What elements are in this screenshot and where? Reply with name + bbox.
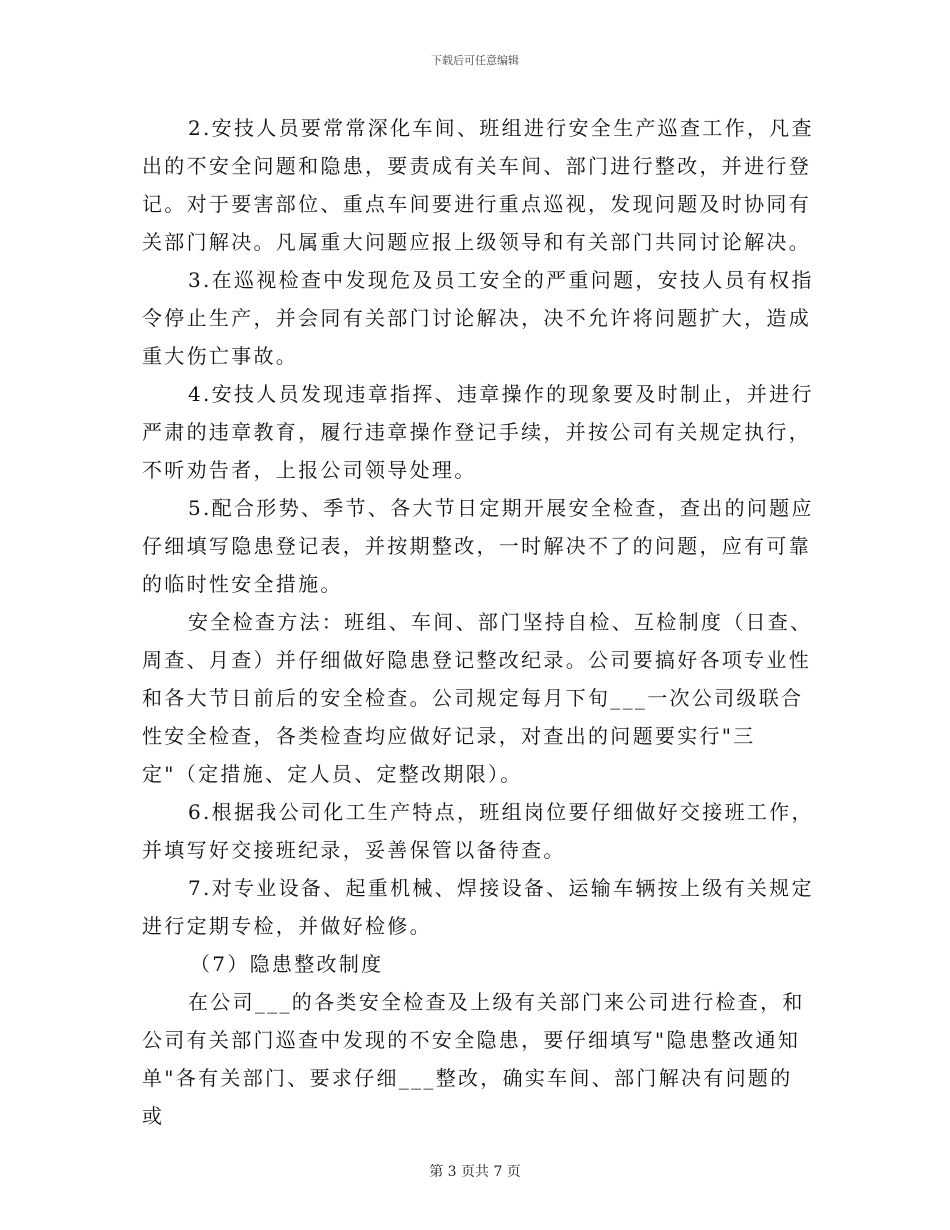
- paragraph-hazard-rectification: 在公司___的各类安全检查及上级有关部门来公司进行检查，和公司有关部门巡查中发现的不安全隐患，要仔细填写"隐患整改通知单"各有关部门、要求仔细___整改，确实车间、部门解决有问题的或: [142, 990, 805, 1128]
- paragraph-item-6: 6.根据我公司化工生产特点，班组岗位要仔细做好交接班工作，并填写好交接班纪录，妥善保管以备待查。: [142, 800, 814, 862]
- page-footer: 第 3 页共 7 页: [429, 1164, 521, 1180]
- paragraph-item-3: 3.在巡视检查中发现危及员工安全的严重问题，安技人员有权指令停止生产，并会同有关部门讨论解决，决不允许将问题扩大，造成重大伤亡事故。: [142, 268, 814, 368]
- paragraph-inspection-method: 安全检查方法：班组、车间、部门坚持自检、互检制度（日查、周查、月查）并仔细做好隐患登记整改纪录。公司要搞好各项专业性和各大节日前后的安全检查。公司规定每月下旬___一次公司级联合性安全检查，各类检查均应做好记录，对查出的问题要实行"三定"（定措施、定人员、定整改期限）。: [142, 610, 813, 786]
- paragraph-item-5: 5.配合形势、季节、各大节日定期开展安全检查，查出的问题应仔细填写隐患登记表，并按期整改，一时解决不了的问题，应有可靠的临时性安全措施。: [142, 496, 814, 596]
- paragraph-item-4: 4.安技人员发现违章指挥、违章操作的现象要及时制止，并进行严肃的违章教育，履行违章操作登记手续，并按公司有关规定执行，不听劝告者，上报公司领导处理。: [142, 382, 814, 482]
- paragraph-item-2: 2.安技人员要常常深化车间、班组进行安全生产巡查工作，凡查出的不安全问题和隐患，要责成有关车间、部门进行整改，并进行登记。对于要害部位、重点车间要进行重点巡视，发现问题及时协同有关部门解决。凡属重大问题应报上级领导和有关部门共同讨论解决。: [142, 116, 814, 254]
- paragraph-item-7: 7.对专业设备、起重机械、焊接设备、运输车辆按上级有关规定进行定期专检，并做好检修。: [142, 876, 814, 938]
- page-header: 下载后可任意编辑: [431, 54, 519, 67]
- section-heading-hazard-rectification: （7）隐患整改制度: [190, 952, 384, 976]
- document-body: [142, 109, 814, 1135]
